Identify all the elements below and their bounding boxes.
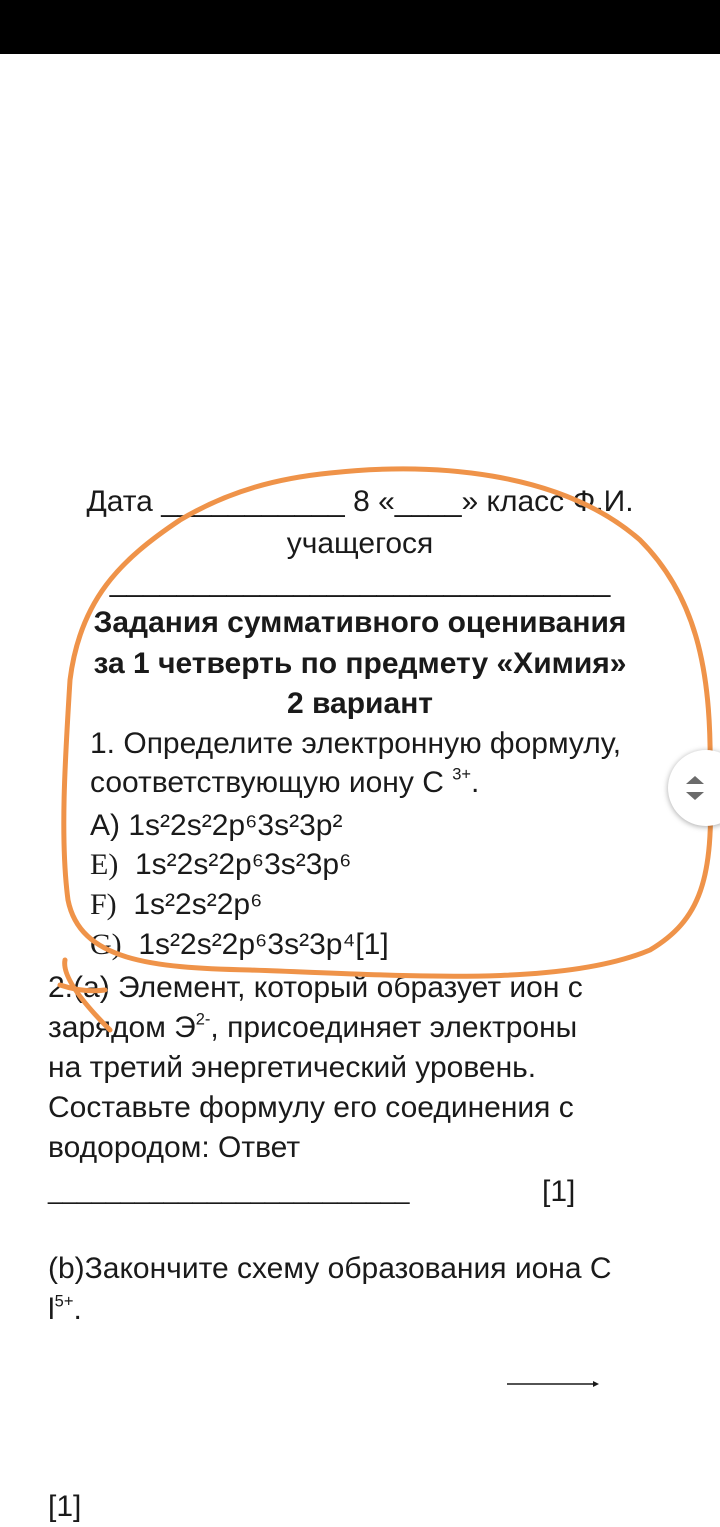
ion-charge: 3+: [452, 765, 472, 784]
task1-question-line2: соответствующую иону С $^{3+}$.: [90, 765, 480, 799]
header-date-line: Дата ___________ 8 «____» класс Ф.И.: [86, 485, 634, 518]
task2b-line2: $l^{5+}$.: [48, 1292, 82, 1326]
header-student-label: учащегося: [286, 527, 434, 560]
task2a-line4: Составьте формулу его соединения с: [48, 1091, 574, 1124]
task2a-answer-blank: _________________________: [48, 1175, 410, 1205]
task1-option-g: G) 1s²2s²2p⁶3s²3p⁴[1]: [90, 928, 389, 961]
task2a-line2: зарядом $Э^{2-}$, присоединяет электроны: [48, 1010, 578, 1044]
task2b-line1: (b)Закончите схему образования иона С: [48, 1252, 612, 1285]
scroll-handle-button[interactable]: [668, 750, 720, 826]
task2a-line5: водородом: Ответ: [48, 1131, 301, 1164]
title-line-2: за 1 четверть по предмету «Химия»: [93, 647, 627, 680]
task1-option-f: F) 1s²2s²2p⁶: [90, 888, 263, 921]
task1-option-a: А) 1s²2s²2p⁶3s²3p²: [90, 809, 343, 842]
task2a-line1: 2.(a) Элемент, который образует ион с: [48, 971, 583, 1004]
title-variant: 2 вариант: [286, 687, 433, 720]
task1-option-e: E) 1s²2s²2p⁶3s²3p⁶: [90, 848, 352, 881]
task1-question-line1: 1. Определите электронную формулу,: [90, 727, 622, 760]
ion-charge-b: 5+: [54, 1292, 74, 1311]
title-line-1: Задания суммативного оценивания: [93, 606, 627, 639]
scheme-arrow: [505, 1378, 601, 1390]
task2a-points: [1]: [542, 1175, 576, 1208]
task2b-points: [1]: [48, 1490, 82, 1523]
scroll-arrows-icon: [680, 772, 710, 804]
header-name-blank: ______________________________: [109, 565, 611, 598]
element-charge: 2-: [195, 1010, 211, 1029]
task2a-line3: на третий энергетический уровень.: [48, 1051, 537, 1084]
status-bar: [0, 0, 720, 54]
